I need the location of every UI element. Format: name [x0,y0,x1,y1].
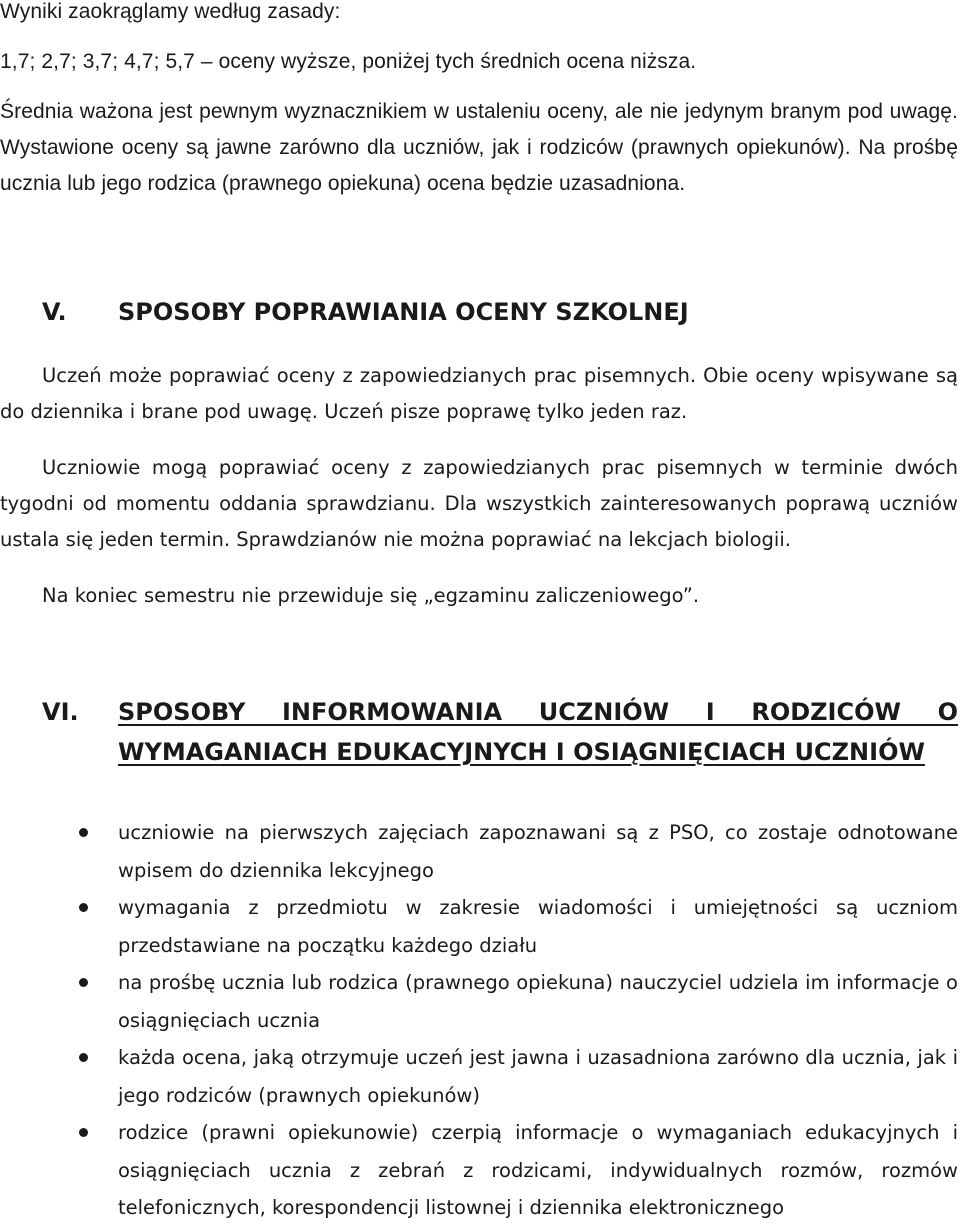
bullet-icon [79,1053,88,1062]
section-5-paragraph-2: Uczniowie mogą poprawiać oceny z zapowiedzianych prac pisemnych w terminie dwóch tygodni od momentu oddania sprawdzianu. Dla wszystkich zainteresowanych poprawą uczniów ustala się jeden termin. Sprawdzianów nie można poprawiać na lekcjach biologii. [0,456,958,551]
list-item [0,889,958,964]
list-item-text: uczniowie na pierwszych zajęciach zapoznawani są z PSO, co zostaje odnotowane wpisem do dziennika lekcyjnego [118,821,958,882]
list-item-text: rodzice (prawni opiekunowie) czerpią informacje o wymaganiach edukacyjnych i osiągnięciach ucznia z zebrań z rodzicami, indywidualnych rozmów, rozmów telefonicznych, korespondencji listownej i dziennika elektronicznego [118,1121,958,1219]
section-6-number: VI. [42,698,79,726]
section-5-paragraph-1: Uczeń może poprawiać oceny z zapowiedzianych prac pisemnych. Obie oceny wpisywane są do dziennika i brane pod uwagę. Uczeń pisze poprawę tylko jeden raz. [0,364,958,423]
bullet-icon [79,903,88,912]
section-5-paragraph-3: Na koniec semestru nie przewiduje się „egzaminu zaliczeniowego”. [42,584,700,607]
section-6-bullet-list [0,814,958,1227]
section-5-title: SPOSOBY POPRAWIANIA OCENY SZKOLNEJ [118,298,689,326]
section-6-title-line-1: SPOSOBY INFORMOWANIA UCZNIÓW I RODZICÓW O [118,698,958,726]
rounding-rule: 1,7; 2,7; 3,7; 4,7; 5,7 – oceny wyższe, poniżej tych średnich ocena niższa. [0,50,697,73]
rounding-intro: Wyniki zaokrąglamy według zasady: [0,0,341,23]
bullet-icon [79,978,88,987]
list-item [0,964,958,1039]
list-item [0,1039,958,1114]
list-item-text: każda ocena, jaką otrzymuje uczeń jest jawna i uzasadniona zarówno dla ucznia, jak i jego rodziców (prawnych opiekunów) [118,1046,958,1107]
section-5-number: V. [42,298,67,326]
list-item [0,814,958,889]
section-6-title-line-2: WYMAGANIACH EDUKACYJNYCH I OSIĄGNIĘCIACH UCZNIÓW [118,738,925,766]
list-item-text: wymagania z przedmiotu w zakresie wiadomości i umiejętności są uczniom przedstawiane na początku każdego działu [118,896,958,957]
bullet-icon [79,828,88,837]
list-item [0,1114,958,1227]
weighted-average-paragraph: Średnia ważona jest pewnym wyznacznikiem w ustaleniu oceny, ale nie jedynym branym pod uwagę. Wystawione oceny są jawne zarówno dla uczniów, jak i rodziców (prawnych opiekunów). Na prośbę ucznia lub jego rodzica (prawnego opiekuna) ocena będzie uzasadniona. [0,100,958,195]
bullet-icon [79,1128,88,1137]
list-item-text: na prośbę ucznia lub rodzica (prawnego opiekuna) nauczyciel udziela im informacje o osiągnięciach ucznia [118,971,958,1032]
